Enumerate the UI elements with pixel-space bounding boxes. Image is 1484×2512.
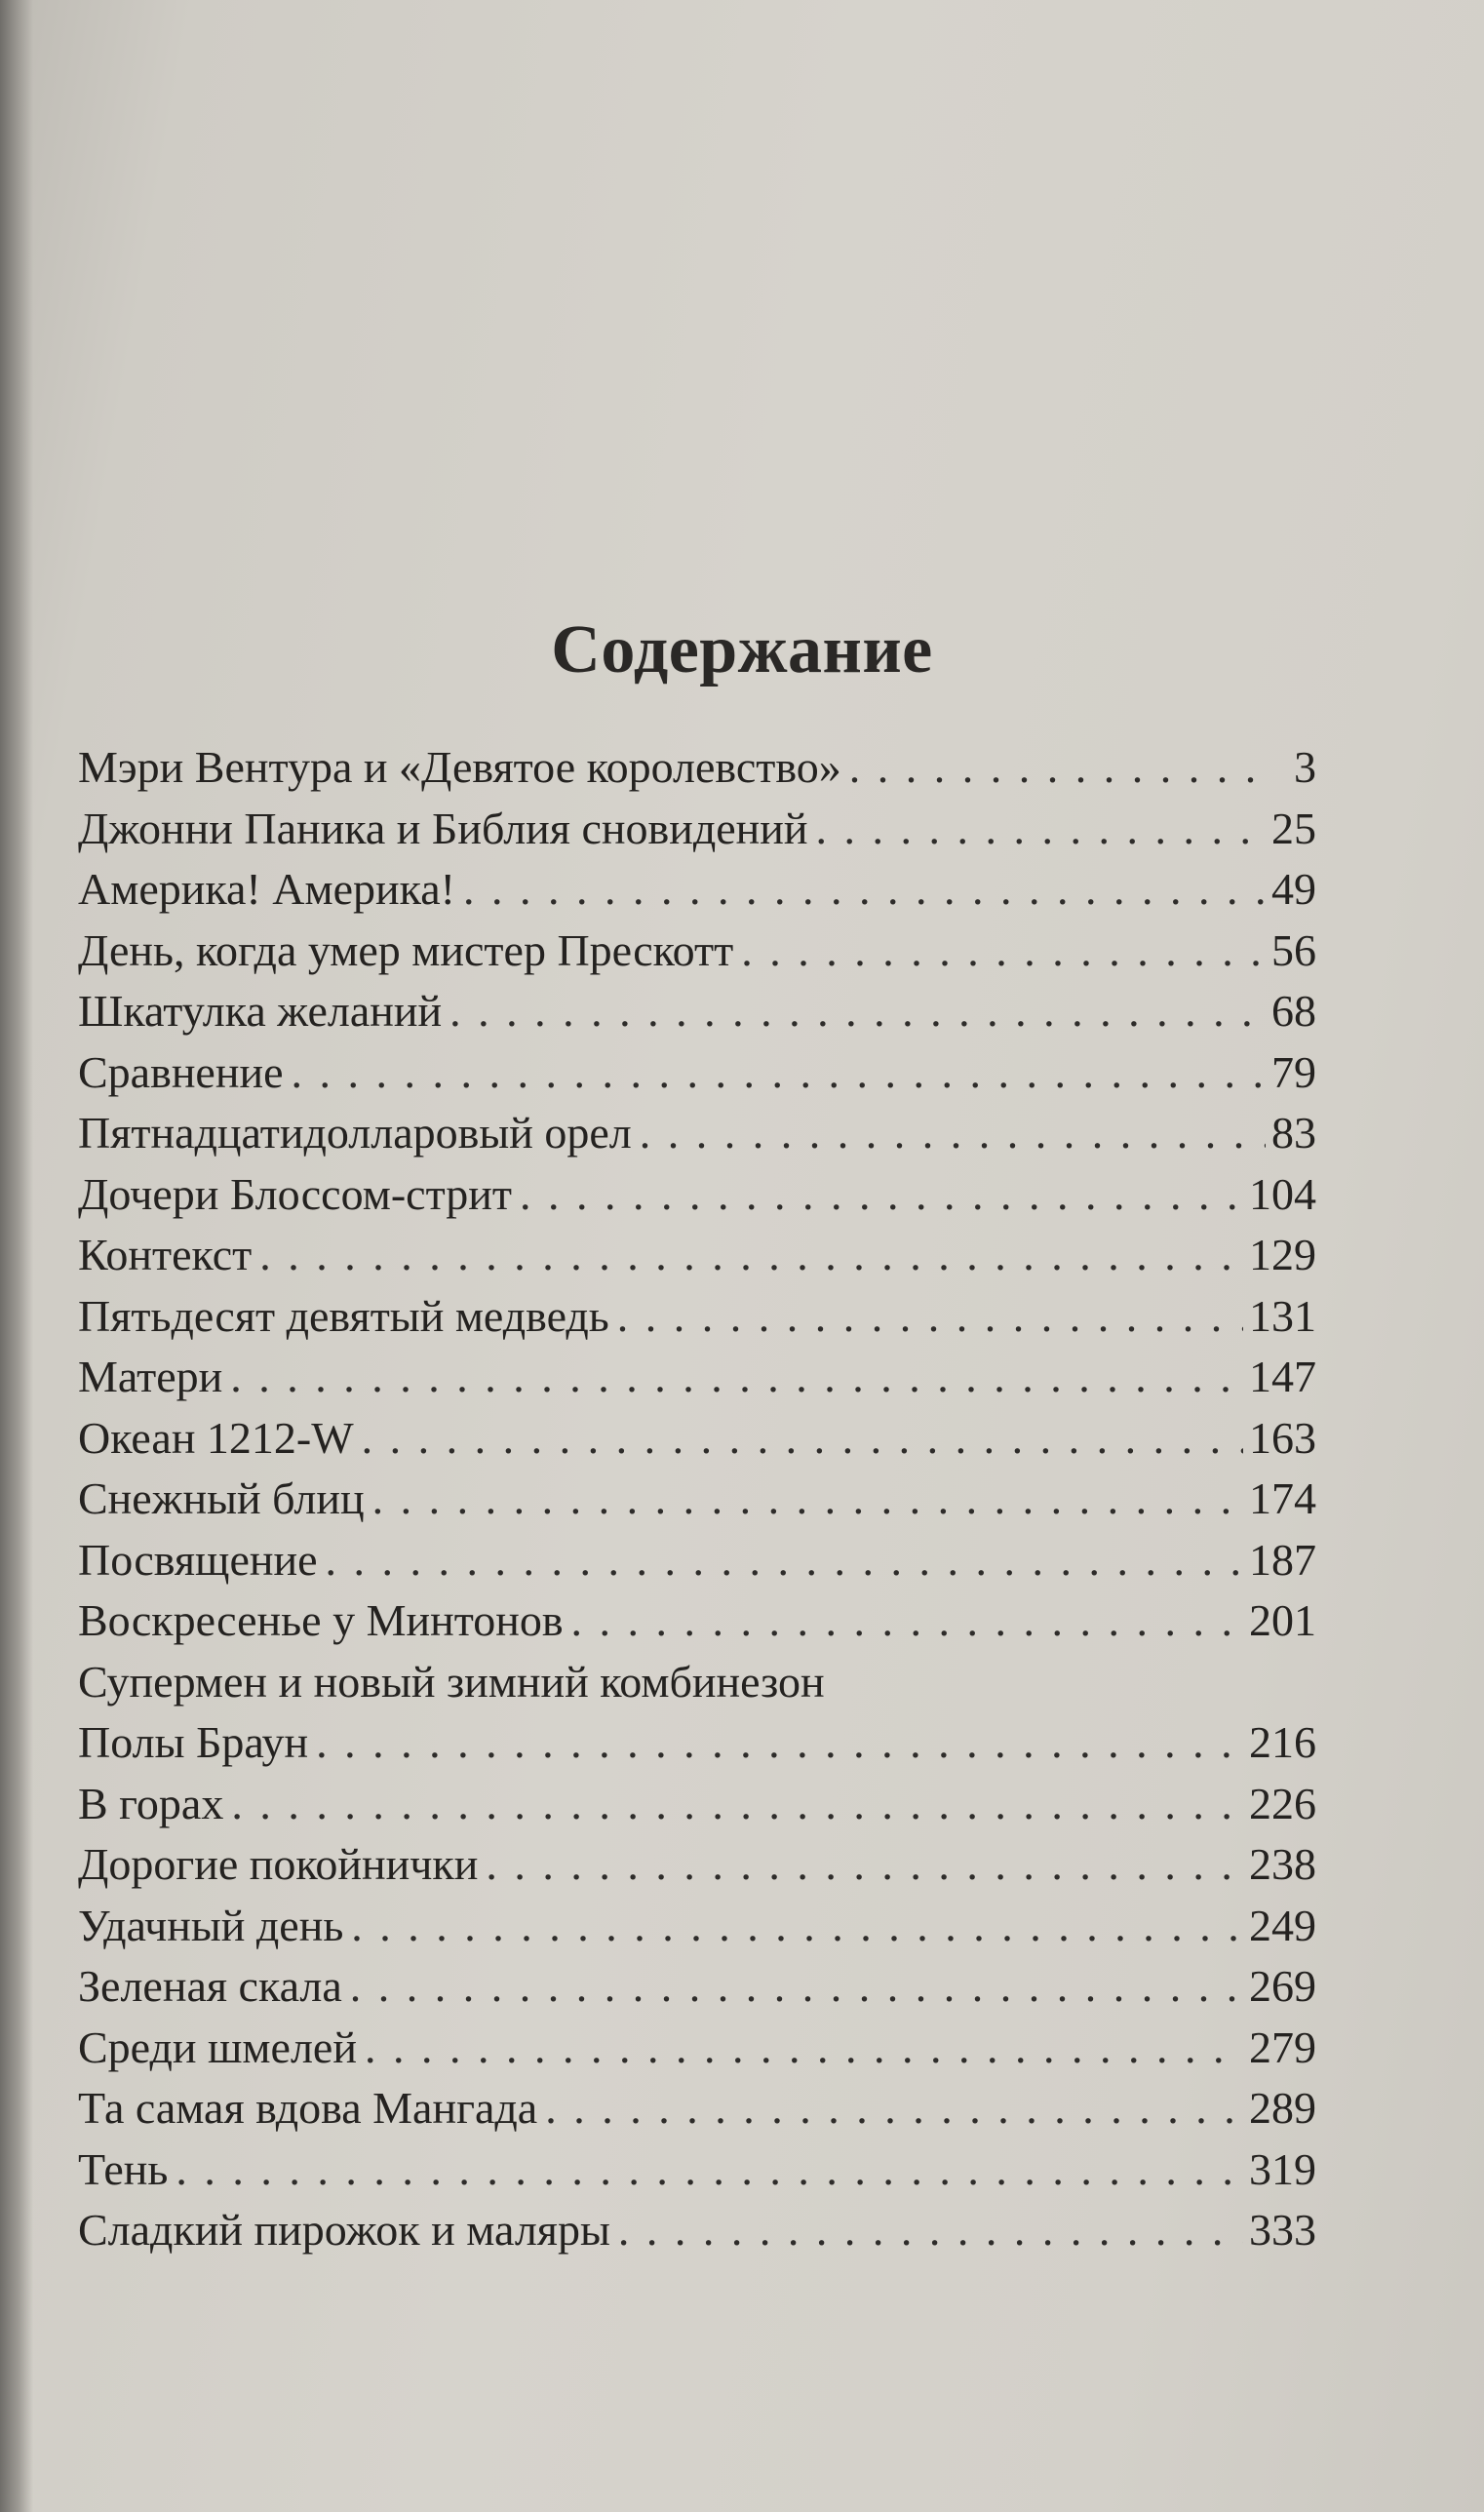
toc-entry bbox=[78, 1229, 1316, 1290]
toc-leader-dots bbox=[545, 2082, 1243, 2134]
toc-entry-page-number: 289 bbox=[1249, 2083, 1316, 2133]
toc-entry bbox=[78, 1107, 1316, 1168]
toc-entry bbox=[78, 1472, 1316, 1534]
toc-entry bbox=[78, 1290, 1316, 1352]
toc-entry-page-number: 25 bbox=[1271, 803, 1316, 853]
toc-entry-page-number: 319 bbox=[1249, 2143, 1316, 2194]
toc-entry-title: День, когда умер мистер Прескотт bbox=[78, 924, 734, 975]
toc-leader-dots bbox=[292, 1046, 1266, 1098]
toc-entry-page-number: 201 bbox=[1249, 1595, 1316, 1645]
toc-leader-dots bbox=[230, 1351, 1243, 1402]
page-title: Содержание bbox=[551, 612, 933, 687]
toc-entry-title: Америка! Америка! bbox=[78, 864, 456, 914]
toc-entry-page-number: 147 bbox=[1249, 1352, 1316, 1401]
toc-entry bbox=[78, 2021, 1316, 2083]
toc-entry-title: Пятнадцатидолларовый орел bbox=[78, 1108, 632, 1158]
toc-entry bbox=[78, 1046, 1316, 1108]
table-of-contents bbox=[78, 741, 1316, 2265]
toc-entry-page-number: 131 bbox=[1249, 1290, 1316, 1341]
toc-entry-title: Шкатулка желаний bbox=[78, 986, 443, 1036]
toc-leader-dots bbox=[486, 1838, 1243, 1890]
toc-entry-title: Та самая вдова Мангада bbox=[78, 2083, 538, 2133]
toc-leader-dots bbox=[520, 1168, 1243, 1220]
toc-entry bbox=[78, 1168, 1316, 1230]
toc-entry-title: Мэри Вентура и «Девятое королевство» bbox=[78, 742, 841, 792]
toc-entry-page-number: 249 bbox=[1249, 1900, 1316, 1950]
toc-leader-dots bbox=[741, 924, 1266, 976]
toc-entry-page-number: 68 bbox=[1271, 986, 1316, 1036]
toc-entry-title: Контекст bbox=[78, 1230, 253, 1279]
toc-leader-dots bbox=[326, 1534, 1243, 1586]
toc-leader-dots bbox=[372, 1472, 1243, 1524]
toc-leader-dots bbox=[617, 1290, 1243, 1342]
toc-entry bbox=[78, 1716, 1316, 1778]
toc-leader-dots bbox=[350, 1960, 1243, 2012]
toc-leader-dots bbox=[449, 985, 1266, 1037]
toc-entry-title: Воскресенье у Минтонов bbox=[78, 1595, 564, 1645]
toc-entry bbox=[78, 1594, 1316, 1656]
toc-entry-page-number: 187 bbox=[1249, 1534, 1316, 1585]
book-spine-shadow bbox=[0, 0, 33, 2512]
toc-entry-page-number: 279 bbox=[1249, 2021, 1316, 2072]
toc-entry bbox=[78, 985, 1316, 1046]
toc-leader-dots bbox=[351, 1900, 1243, 1951]
toc-leader-dots bbox=[365, 2021, 1243, 2073]
toc-entry-title: Пятьдесят девятый медведь bbox=[78, 1290, 609, 1341]
toc-entry-title: В горах bbox=[78, 1778, 224, 1828]
toc-entry-title: Сравнение bbox=[78, 1046, 284, 1097]
toc-entry-title: Тень bbox=[78, 2143, 169, 2194]
toc-leader-dots bbox=[316, 1716, 1243, 1768]
toc-entry-title: Посвящение bbox=[78, 1534, 318, 1585]
toc-entry-title: Океан 1212-W bbox=[78, 1412, 354, 1463]
toc-entry bbox=[78, 1900, 1316, 1961]
toc-entry-page-number: 129 bbox=[1249, 1230, 1316, 1279]
toc-entry-page-number: 79 bbox=[1271, 1046, 1316, 1097]
toc-leader-dots bbox=[816, 803, 1267, 854]
toc-entry-title: Снежный блиц bbox=[78, 1473, 365, 1523]
toc-entry bbox=[78, 1412, 1316, 1473]
toc-entry-page-number: 333 bbox=[1249, 2205, 1316, 2255]
toc-entry bbox=[78, 803, 1316, 864]
toc-entry bbox=[78, 741, 1316, 803]
toc-entry bbox=[78, 2204, 1316, 2265]
toc-entry-title: Сладкий пирожок и маляры bbox=[78, 2205, 610, 2255]
toc-entry-page-number: 163 bbox=[1249, 1412, 1316, 1463]
toc-leader-dots bbox=[571, 1594, 1243, 1646]
toc-leader-dots bbox=[362, 1412, 1243, 1464]
toc-leader-dots bbox=[231, 1778, 1243, 1829]
toc-entry bbox=[78, 1778, 1316, 1839]
toc-entry-title: Полы Браун bbox=[78, 1717, 309, 1767]
toc-entry-page-number: 104 bbox=[1249, 1168, 1316, 1219]
toc-entry-title: Среди шмелей bbox=[78, 2021, 357, 2072]
toc-leader-dots bbox=[259, 1229, 1243, 1280]
toc-entry-page-number: 238 bbox=[1249, 1839, 1316, 1889]
toc-leader-dots bbox=[618, 2204, 1243, 2256]
toc-entry bbox=[78, 1351, 1316, 1412]
toc-entry bbox=[78, 863, 1316, 924]
toc-entry-title: Удачный день bbox=[78, 1900, 344, 1950]
toc-leader-dots bbox=[640, 1107, 1266, 1158]
toc-leader-dots bbox=[463, 863, 1266, 915]
toc-entry-title: Матери bbox=[78, 1352, 223, 1401]
toc-entry-page-number: 3 bbox=[1294, 742, 1316, 792]
toc-entry-title: Зеленая скала bbox=[78, 1961, 342, 2011]
toc-leader-dots bbox=[176, 2143, 1243, 2195]
toc-entry-page-number: 174 bbox=[1249, 1473, 1316, 1523]
toc-entry bbox=[78, 1960, 1316, 2021]
toc-entry bbox=[78, 924, 1316, 986]
toc-entry-page-number: 83 bbox=[1271, 1108, 1316, 1158]
toc-entry-title: Джонни Паника и Библия сновидений bbox=[78, 803, 808, 853]
toc-entry-title: Супермен и новый зимний комбинезон bbox=[78, 1656, 825, 1707]
toc-entry-page-number: 269 bbox=[1249, 1961, 1316, 2011]
toc-leader-dots bbox=[849, 741, 1271, 793]
toc-entry-title: Дорогие покойнички bbox=[78, 1839, 479, 1889]
toc-entry bbox=[78, 2143, 1316, 2205]
toc-entry bbox=[78, 2082, 1316, 2143]
toc-entry bbox=[78, 1534, 1316, 1595]
toc-entry bbox=[78, 1656, 1316, 1717]
toc-entry-page-number: 226 bbox=[1249, 1778, 1316, 1828]
toc-entry-title: Дочери Блоссом-стрит bbox=[78, 1168, 512, 1219]
toc-entry-page-number: 56 bbox=[1271, 924, 1316, 975]
toc-entry bbox=[78, 1838, 1316, 1900]
toc-entry-page-number: 49 bbox=[1271, 864, 1316, 914]
toc-entry-page-number: 216 bbox=[1249, 1717, 1316, 1767]
